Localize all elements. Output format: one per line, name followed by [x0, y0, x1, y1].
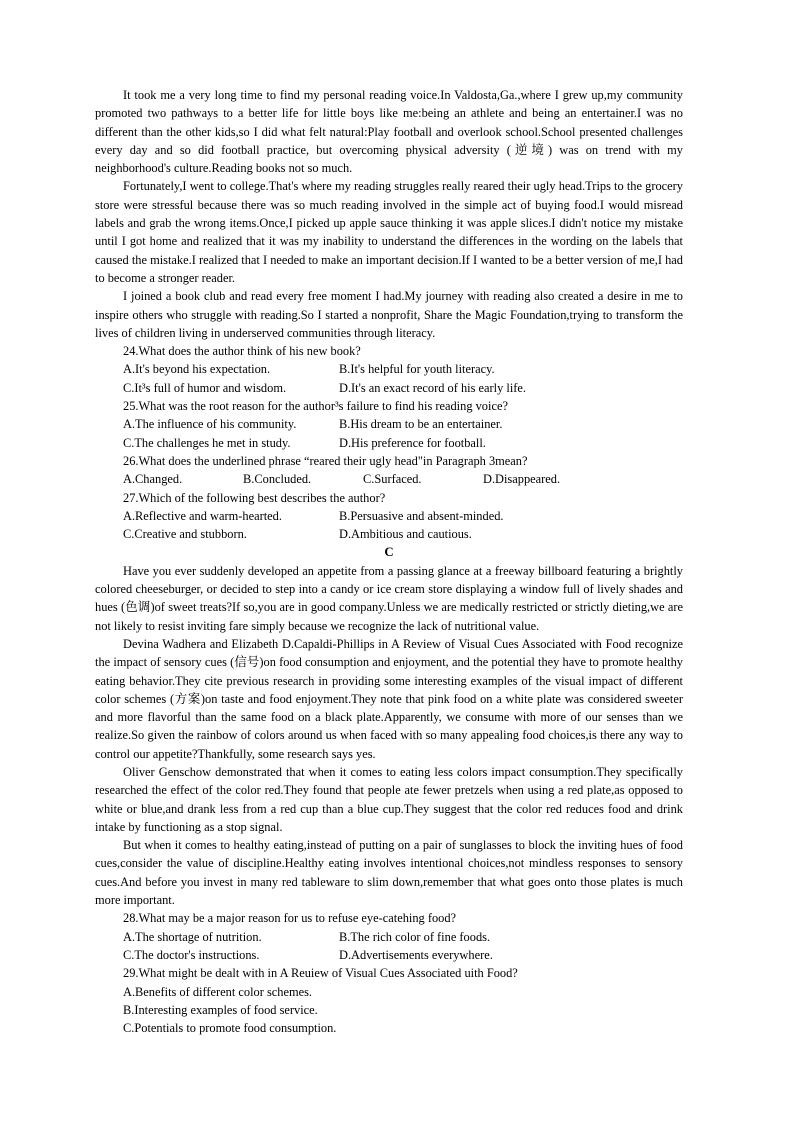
question-27-options: [95, 507, 683, 544]
passage-b-paragraph-3: I joined a book club and read every free moment I had.My journey with reading also created a desire in me to inspire others who struggle with reading.So I started a nonprofit, Share the Magic Foundation,trying to transform the lives of children living in underserved communities through literacy.: [95, 289, 683, 340]
question-25-option-row-1: [123, 415, 683, 433]
question-27-option-c[interactable]: C.Creative and stubborn.: [123, 527, 247, 542]
section-c-paragraph-4: But when it comes to healthy eating,instead of putting on a pair of sunglasses to block the inviting hues of food cues,consider the value of discipline.Healthy eating involves intentional choices,not mindless responses to sensory cues.And before you invest in many red tableware to slim down,remember that what goes onto those plates is much more important.: [95, 838, 683, 908]
question-24-option-row-2: [123, 379, 683, 397]
passage-b-paragraph-1: It took me a very long time to find my personal reading voice.In Valdosta,Ga.,where I grew up,my community promoted two pathways to a better life for little boys like me:being an athlete and being an entertainer.I was no different than the other kids,so I did what felt natural:Play football and overlook school.School presented challenges every day and so did football practice, but overcoming physical adversity (逆境) was on trend with my neighborhood's culture.Reading books not so much.: [95, 88, 683, 176]
question-26-option-d[interactable]: D.Disappeared.: [483, 472, 561, 487]
question-24-option-row-1: [123, 360, 683, 378]
question-24-stem: 24.What does the author think of his new book?: [123, 344, 361, 359]
question-26-option-c[interactable]: C.Surfaced.: [363, 472, 422, 487]
question-25-option-d[interactable]: D.His preference for football.: [339, 435, 486, 450]
question-26-option-b[interactable]: B.Concluded.: [243, 472, 312, 487]
question-27-option-row-1: [123, 507, 683, 525]
question-29-options: [95, 983, 683, 1038]
question-26-stem: 26.What does the underlined phrase “reared their ugly head"in Paragraph 3mean?: [123, 453, 528, 468]
question-25-option-c[interactable]: C.The challenges he met in study.: [123, 435, 291, 450]
section-c-heading: C: [384, 545, 394, 560]
section-c-paragraph-1: Have you ever suddenly developed an appetite from a passing glance at a freeway billboard featuring a brightly colored cheeseburger, or decided to step into a candy or ice cream store displaying a window full of lively shades and hues (色调)of sweet treats?If so,you are in good company.Unless we are medically restricted or strictly dieting,we are not likely to resist inviting fare simply because we recognize the lack of nutritional value.: [95, 563, 683, 633]
question-26-options: [95, 470, 683, 488]
question-27-option-a[interactable]: A.Reflective and warm-hearted.: [123, 508, 282, 523]
question-25-option-a[interactable]: A.The influence of his community.: [123, 417, 297, 432]
question-27-option-d[interactable]: D.Ambitious and cautious.: [339, 527, 472, 542]
question-29-stem: 29.What might be dealt with in A Reuiew of Visual Cues Associated uith Food?: [123, 966, 518, 981]
question-27-option-row-2: [123, 525, 683, 543]
question-24-option-a[interactable]: A.It's beyond his expectation.: [123, 362, 271, 377]
question-25-option-b[interactable]: B.His dream to be an entertainer.: [339, 417, 503, 432]
question-28-stem: 28.What may be a major reason for us to refuse eye-catehing food?: [123, 911, 457, 926]
question-25-option-row-2: [123, 434, 683, 452]
question-26-option-row-1: [123, 470, 683, 488]
question-28-option-a[interactable]: A.The shortage of nutrition.: [123, 929, 262, 944]
question-25-stem: 25.What was the root reason for the author³s failure to find his reading voice?: [123, 399, 508, 414]
question-27-stem: 27.Which of the following best describes the author?: [123, 490, 386, 505]
question-28-options: [95, 928, 683, 965]
question-29-option-a[interactable]: A.Benefits of different color schemes.: [123, 984, 313, 999]
question-29-option-b[interactable]: B.Interesting examples of food service.: [123, 1002, 318, 1017]
question-24-option-c[interactable]: C.It³s full of humor and wisdom.: [123, 380, 287, 395]
question-25-options: [95, 415, 683, 452]
question-24-option-d[interactable]: D.It's an exact record of his early life.: [339, 380, 526, 395]
passage-b-paragraph-2: Fortunately,I went to college.That's where my reading struggles really reared their ugly head.Trips to the grocery store were stressful because there was so much reading involved in the simple act of buying food.I would misread labels and grab the wrong items.Once,I picked up apple sauce thinking it was apple slices.I didn't notice my mistake until I got home and realized that it was my inability to understand the differences in the wording on the labels that caused the mistake.I realized that I needed to make an important decision.If I wanted to be a better version of me,I had to become a stronger reader.: [95, 179, 683, 285]
question-29-option-c[interactable]: C.Potentials to promote food consumption.: [123, 1021, 337, 1036]
question-28-option-row-2: [123, 946, 683, 964]
page-content: [95, 86, 683, 1037]
question-28-option-c[interactable]: C.The doctor's instructions.: [123, 947, 260, 962]
section-c-paragraph-3: Oliver Genschow demonstrated that when it comes to eating less colors impact consumption.They specifically researched the effect of the color red.They found that people ate fewer pretzels when using a red plate,as opposed to white or blue,and drank less from a red cup than a blue cup.They suggest that the color red reduces food and drink intake by functioning as a stop signal.: [95, 764, 683, 834]
question-28-option-b[interactable]: B.The rich color of fine foods.: [339, 929, 491, 944]
question-24-options: [95, 360, 683, 397]
question-28-option-row-1: [123, 928, 683, 946]
question-26-option-a[interactable]: A.Changed.: [123, 472, 183, 487]
question-24-option-b[interactable]: B.It's helpful for youth literacy.: [339, 362, 495, 377]
section-c-paragraph-2: Devina Wadhera and Elizabeth D.Capaldi-Phillips in A Review of Visual Cues Associated with Food recognize the impact of sensory cues (信号)on food consumption and enjoyment, and the potential they have to promote healthy eating behavior.They cite previous research in providing some interesting examples of the visual impact of different color schemes (方案)on taste and food enjoyment.They note that pink food on a white plate was considered sweeter and more flavorful than the same food on a black plate.Apparently, we consume with more of our senses than we realize.So given the rainbow of colors around us when faced with so many appealing food choices,is there any way to control our appetite?Thankfully, some research says yes.: [95, 636, 683, 761]
question-27-option-b[interactable]: B.Persuasive and absent-minded.: [339, 508, 504, 523]
question-28-option-d[interactable]: D.Advertisements everywhere.: [339, 947, 493, 962]
